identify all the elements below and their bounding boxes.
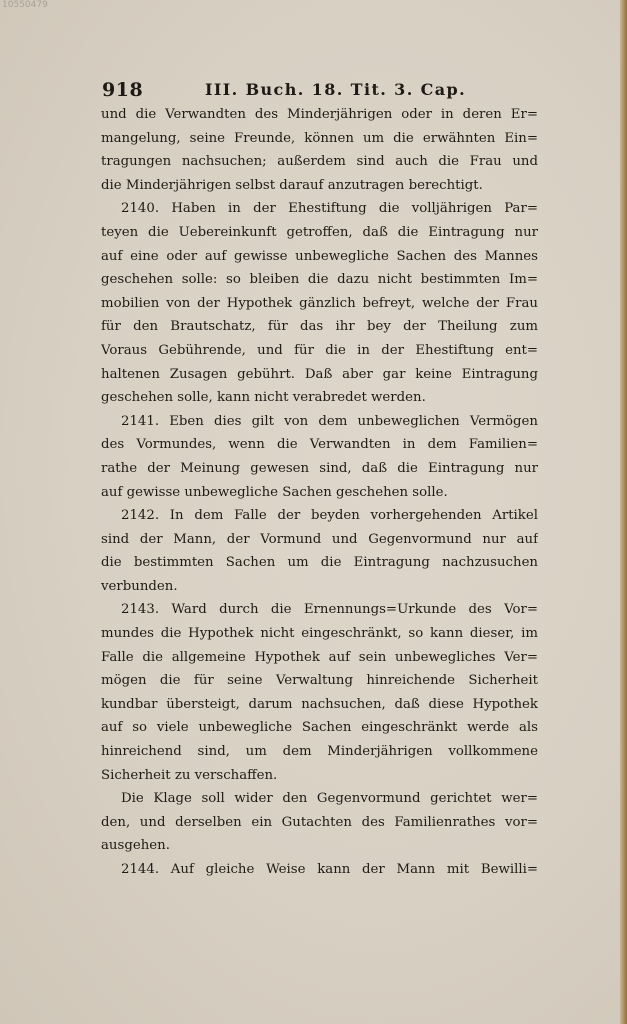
- text-line: 2141. Eben dies gilt von dem unbeweglichen Vermögen: [121, 413, 538, 429]
- text-line: die Minderjährigen selbst darauf anzutragen berechtigt.: [101, 177, 483, 193]
- text-line: Sicherheit zu verschaffen.: [101, 767, 278, 783]
- text-line: 2144. Auf gleiche Weise kann der Mann mit Bewilli=: [121, 862, 538, 877]
- text-line: mobilien von der Hypothek gänzlich befreyt, welche der Frau: [101, 295, 538, 311]
- text-line: geschehen solle: so bleiben die dazu nicht bestimmten Im=: [101, 272, 538, 288]
- text-line: und die Verwandten des Minderjährigen oder in deren Er=: [101, 107, 538, 122]
- text-line: die bestimmten Sachen um die Eintragung nachzusuchen: [101, 555, 538, 571]
- text-line: Falle die allgemeine Hypothek auf sein unbewegliches Ver=: [101, 649, 538, 665]
- text-line: rathe der Meinung gewesen sind, daß die Eintragung nur: [101, 460, 538, 476]
- page-edge: [620, 0, 627, 1024]
- text-line: für den Brautschatz, für das ihr bey der Theilung zum: [101, 319, 538, 335]
- text-line: auf gewisse unbewegliche Sachen geschehen solle.: [101, 484, 448, 500]
- text-line: 2142. In dem Falle der beyden vorhergehenden Artikel: [121, 508, 538, 524]
- text-line: kundbar übersteigt, darum nachsuchen, daß diese Hypothek: [101, 696, 538, 712]
- text-line: mögen die für seine Verwaltung hinreichende Sicherheit: [101, 673, 538, 689]
- text-line: auf eine oder auf gewisse unbewegliche Sachen des Mannes: [101, 248, 538, 264]
- text-line: ausgehen.: [101, 838, 170, 854]
- text-line: 2140. Haben in der Ehestiftung die volljährigen Par=: [121, 201, 538, 217]
- text-line: teyen die Uebereinkunft getroffen, daß die Eintragung nur: [101, 224, 538, 240]
- text-line: auf so viele unbewegliche Sachen eingeschränkt werde als: [101, 720, 538, 736]
- text-line: geschehen solle, kann nicht verabredet werden.: [101, 390, 426, 406]
- text-line: des Vormundes, wenn die Verwandten in dem Familien=: [101, 437, 538, 453]
- text-line: mangelung, seine Freunde, können um die erwähnten Ein=: [101, 130, 538, 146]
- text-line: Voraus Gebührende, und für die in der Ehestiftung ent=: [101, 342, 538, 358]
- text-line: den, und derselben ein Gutachten des Familienrathes vor=: [101, 814, 538, 830]
- text-line: hinreichend sind, um dem Minderjährigen vollkommene: [101, 744, 538, 760]
- text-line: 2143. Ward durch die Ernennungs=Urkunde des Vor=: [121, 602, 538, 618]
- running-title: III. Buch. 18. Tit. 3. Cap.: [205, 80, 467, 99]
- text-line: tragungen nachsuchen; außerdem sind auch die Frau und: [101, 154, 538, 170]
- text-line: haltenen Zusagen gebührt. Daß aber gar keine Eintragung: [101, 366, 538, 382]
- page-number: 918: [102, 79, 144, 101]
- body-text: [101, 103, 538, 882]
- page-id-label: 10550479: [2, 0, 48, 10]
- page-header: [102, 79, 542, 105]
- text-line: verbunden.: [101, 578, 178, 594]
- text-line: sind der Mann, der Vormund und Gegenvormund nur auf: [101, 531, 538, 547]
- text-line: Die Klage soll wider den Gegenvormund gerichtet wer=: [121, 791, 538, 807]
- text-line: mundes die Hypothek nicht eingeschränkt, so kann dieser, im: [101, 626, 538, 642]
